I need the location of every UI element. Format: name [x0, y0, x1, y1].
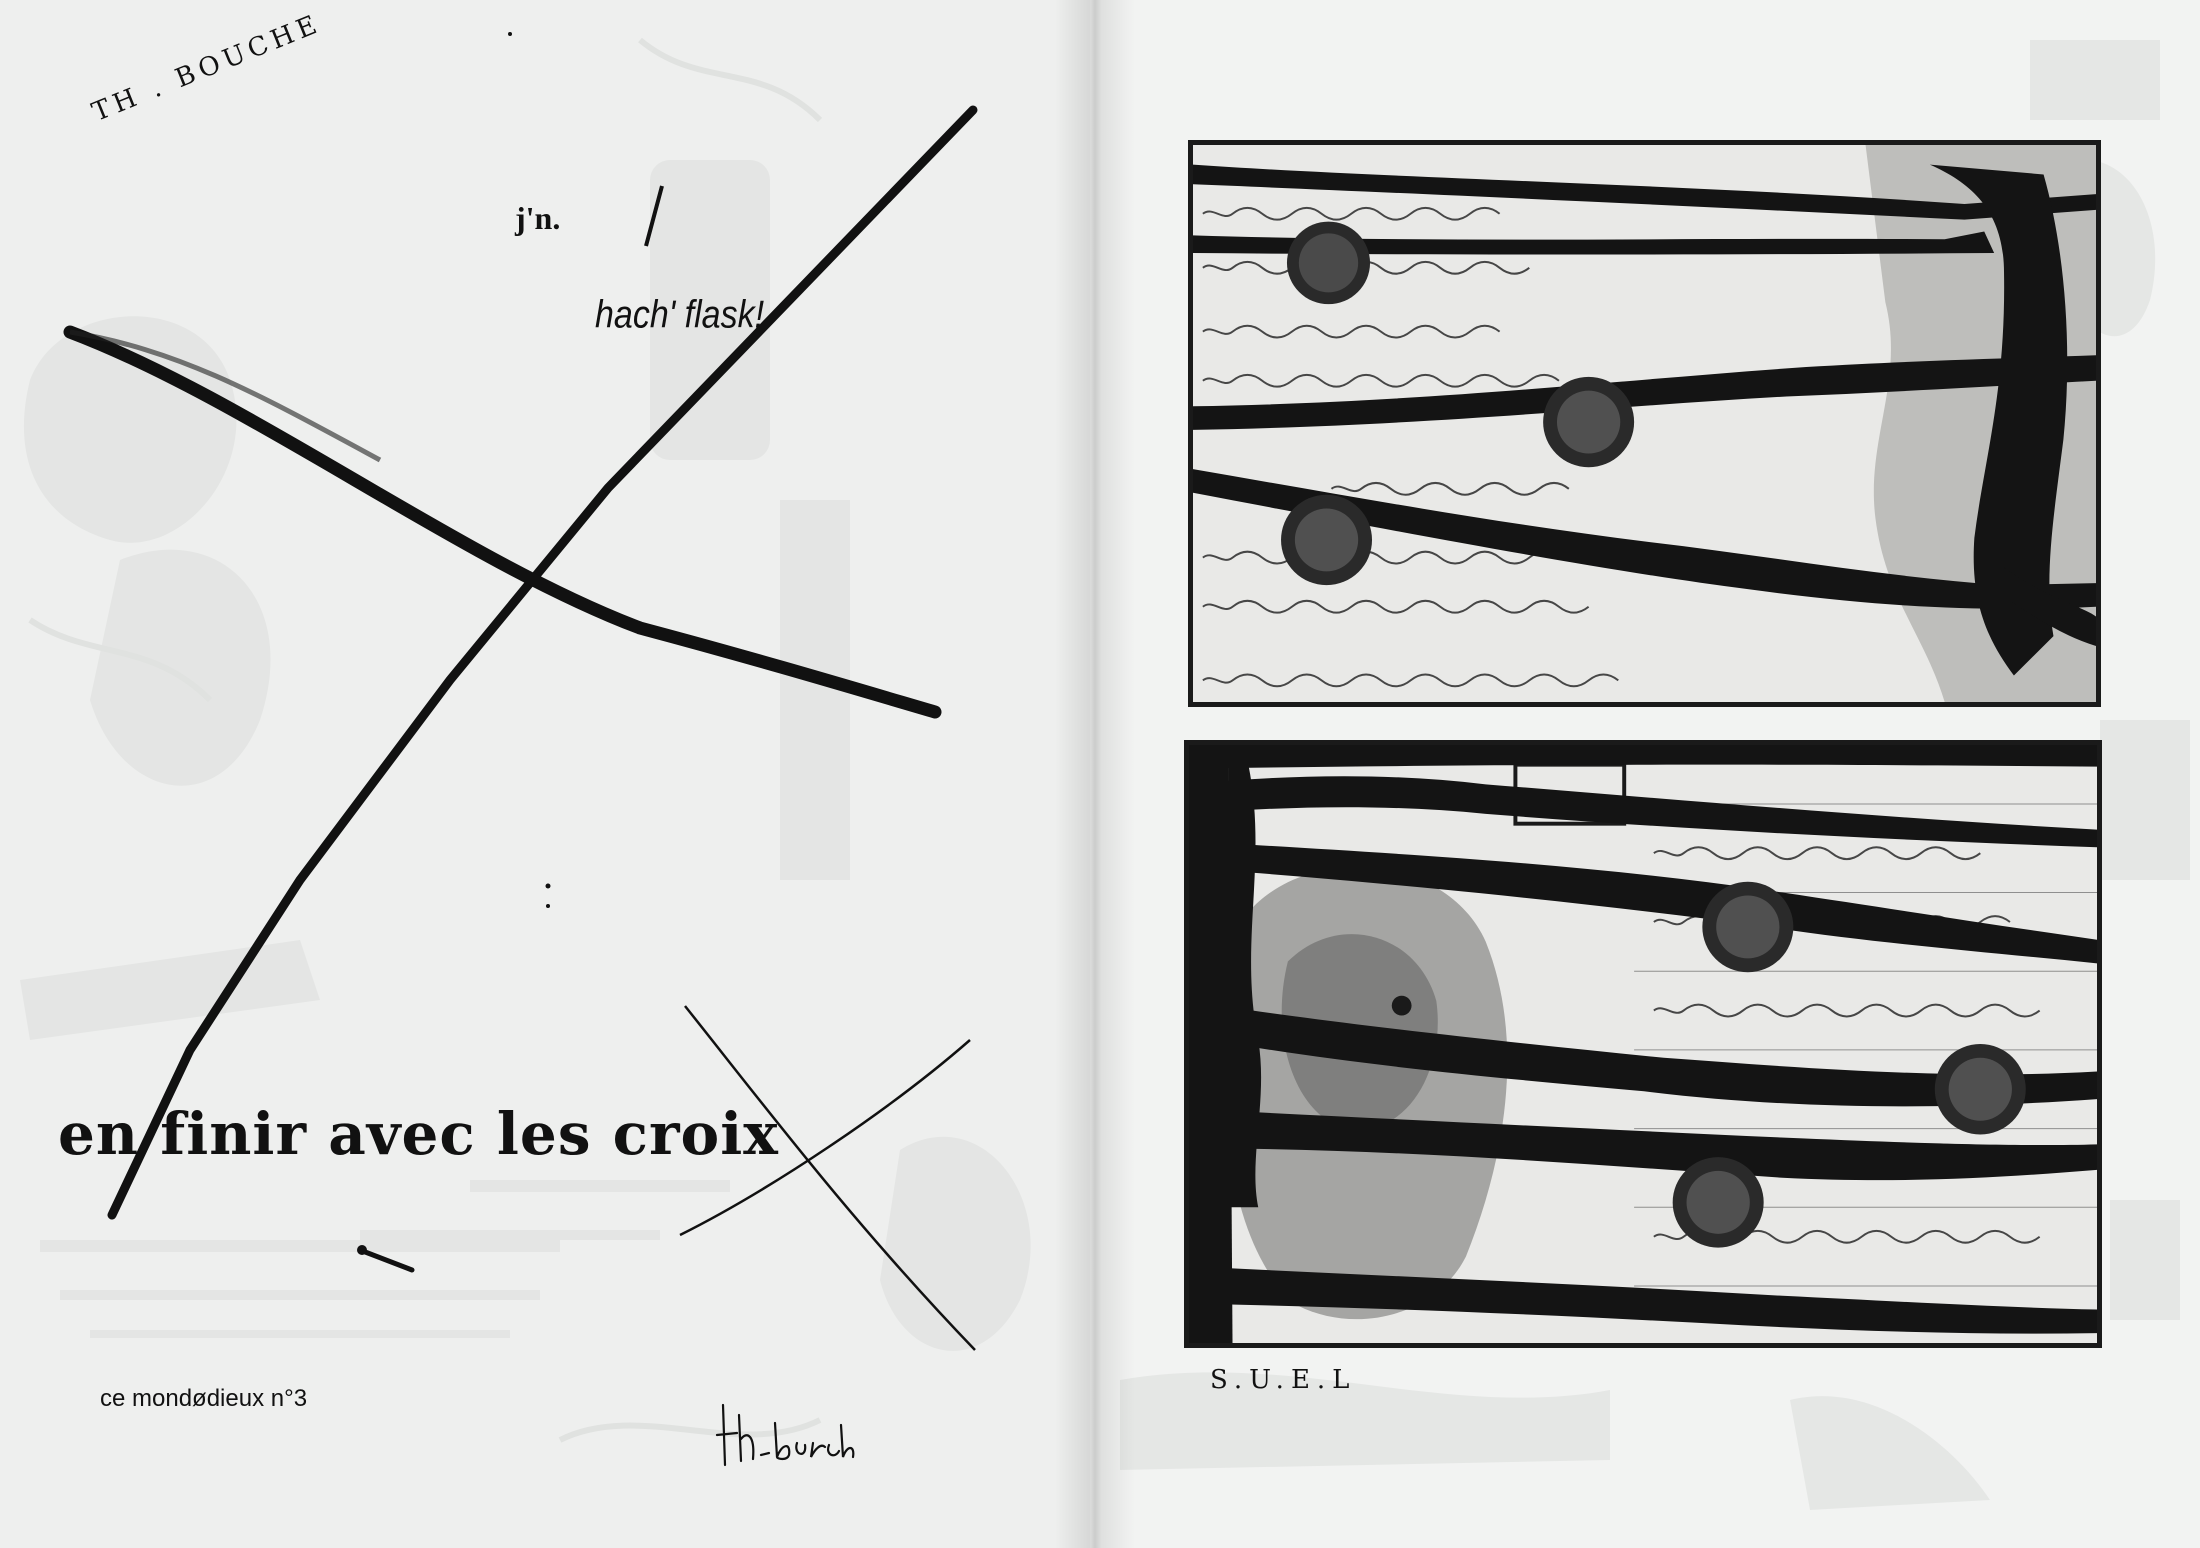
tick-mark [360, 1250, 412, 1270]
small-cross-stroke-1 [685, 1006, 975, 1350]
left-page [0, 0, 1090, 1548]
issue-footer: ce mondødieux n°3 [100, 1385, 308, 1412]
artwork-panel-top [1188, 140, 2101, 707]
hach-flask-label: hach' flask! [595, 293, 765, 337]
signature [715, 1395, 865, 1475]
diagonal-stroke-long [112, 110, 973, 1215]
book-gutter [1055, 0, 1135, 1548]
slash-mark [646, 186, 662, 246]
jn-label: j'n. [515, 200, 561, 236]
artwork-caption: S.U.E.L [1210, 1365, 1357, 1395]
author-name: TH . BOUCHE [88, 8, 326, 128]
brush-stroke-cross [70, 332, 935, 712]
artwork-panel-bottom [1184, 740, 2102, 1348]
page-title: en finir avec les croix [58, 1100, 779, 1168]
